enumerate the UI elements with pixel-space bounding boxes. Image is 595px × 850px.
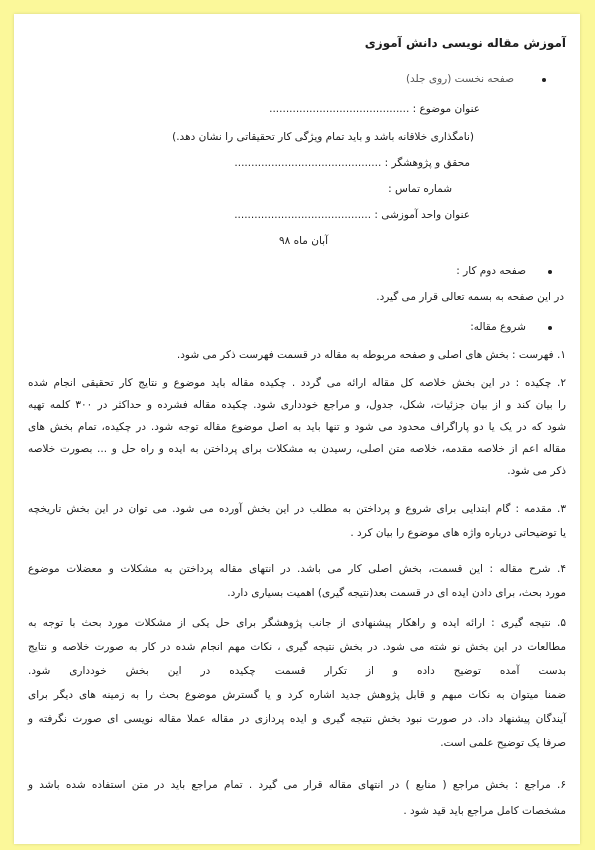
- item-line: نتیجه گیری : ارائه ایده و راهکار پیشنهادی از جانب پژوهشگر برای حل یکی از مشکلات مورد بحث با توجه به: [28, 617, 551, 629]
- cover-heading: صفحه نخست (روی جلد): [405, 73, 514, 85]
- bullet-icon: [542, 78, 546, 82]
- cover-unit: عنوان واحد آموزشی : .........................................: [234, 209, 470, 221]
- list-item-6: [28, 778, 566, 792]
- item-line: مطالعات در این بخش نو شته می شود. در بخش نتیجه گیری ، نکات مهم انجام شده در کار به صورت خلاصه و نتایج: [28, 641, 566, 653]
- start-heading: شروع مقاله:: [470, 321, 526, 333]
- cover-date: آبان ماه ۹۸: [278, 235, 328, 247]
- document-page: [14, 14, 580, 844]
- list-item-1: [177, 348, 566, 362]
- item-line: مقاله اعم از خلاصه مقدمه، خلاصه متن اصلی، رسیدن به مشکلات برای پرداختن به ایده و راه حل و ... بصورت خلاصه: [28, 443, 566, 455]
- item-line: چکیده : در این بخش خلاصه کل مقاله ارائه می گردد . چکیده مقاله باید موضوع و نتایج کار تحقیقی انجام شده: [28, 377, 552, 389]
- cover-subject-note: (نامگذاری خلاقانه باشد و باید تمام ویژگی کار تحقیقاتی را نشان دهد.): [172, 131, 474, 143]
- page2-heading: صفحه دوم کار :: [456, 265, 526, 277]
- list-item-3: [28, 502, 566, 516]
- page-title: آموزش مقاله نویسی دانش آموزی: [364, 36, 566, 50]
- item-line: را بیان کند و از بیان جزئیات، شکل، جدول، و مراجع خودداری شود. چکیده مقاله فشرده و حداکثر در ۳۰۰ کلمه تهیه: [28, 399, 566, 411]
- item-line: مورد بحث، برای دادن ایده ای در قسمت بعد(نتیجه گیری) اهمیت بسیاری دارد.: [227, 587, 566, 599]
- item-line: آیندگان پیشنهاد داد. در صورت نبود بخش نتیجه گیری و ایده پردازی در مقاله عملا مقاله نویسی ای صورت نگرفته و: [28, 713, 566, 725]
- item-number: ۱.: [557, 349, 566, 361]
- item-line: مشخصات کامل مراجع باید قید شود .: [403, 805, 566, 817]
- list-item-4: [28, 562, 566, 576]
- item-line: مراجع : بخش مراجع ( منابع ) در انتهای مقاله قرار می گیرد . تمام مراجع باید در متن استفاده شده باشد و: [28, 779, 551, 791]
- item-line: صرفا یک توضیح علمی است.: [440, 737, 566, 749]
- item-line: شود که در یک یا دو پاراگراف محدود می شود و تنها باید به اصل موضوع مقاله توجه شود. در چکیده، تمام بخش های: [28, 421, 566, 433]
- item-line: مقدمه : گام ابتدایی برای شروع و پرداختن به مطلب در این بخش آورده می شود. می توان در این بخش تاریخچه: [28, 503, 552, 515]
- cover-contact: شماره تماس :: [388, 183, 452, 195]
- list-item-2: [28, 376, 566, 390]
- item-number: ۴.: [557, 563, 566, 575]
- item-line: بدست آمده توضیح داده و از تکرار قسمت چکیده در این بخش خودداری شود.: [28, 665, 566, 677]
- item-number: ۳.: [557, 503, 566, 515]
- item-line: شرح مقاله : این قسمت، بخش اصلی کار می باشد. در انتهای مقاله پرداختن به مشکلات و معضلات موضوع: [28, 563, 551, 575]
- item-number: ۵.: [557, 617, 566, 629]
- bullet-icon: [548, 326, 552, 330]
- bullet-icon: [548, 270, 552, 274]
- list-item-5: [28, 616, 566, 630]
- item-number: ۶.: [557, 779, 566, 791]
- page2-text: در این صفحه به بسمه تعالی قرار می گیرد.: [376, 291, 564, 303]
- item-number: ۲.: [557, 377, 567, 389]
- cover-subject: عنوان موضوع : ..........................................: [269, 103, 480, 115]
- item-line: ضمنا میتوان به نکات مبهم و قابل پژوهش جدید اشاره کرد و یا گسترش موضوع بحث را به زمینه های دیگر برای: [28, 689, 566, 701]
- item-line: ذکر می شود.: [507, 465, 566, 477]
- item-line: فهرست : بخش های اصلی و صفحه مربوطه به مقاله در قسمت فهرست ذکر می شود.: [176, 349, 554, 361]
- item-line: یا توضیحاتی درباره واژه های موضوع را بیان کرد .: [350, 527, 566, 539]
- cover-researcher: محقق و پژوهشگر : ............................................: [234, 157, 470, 169]
